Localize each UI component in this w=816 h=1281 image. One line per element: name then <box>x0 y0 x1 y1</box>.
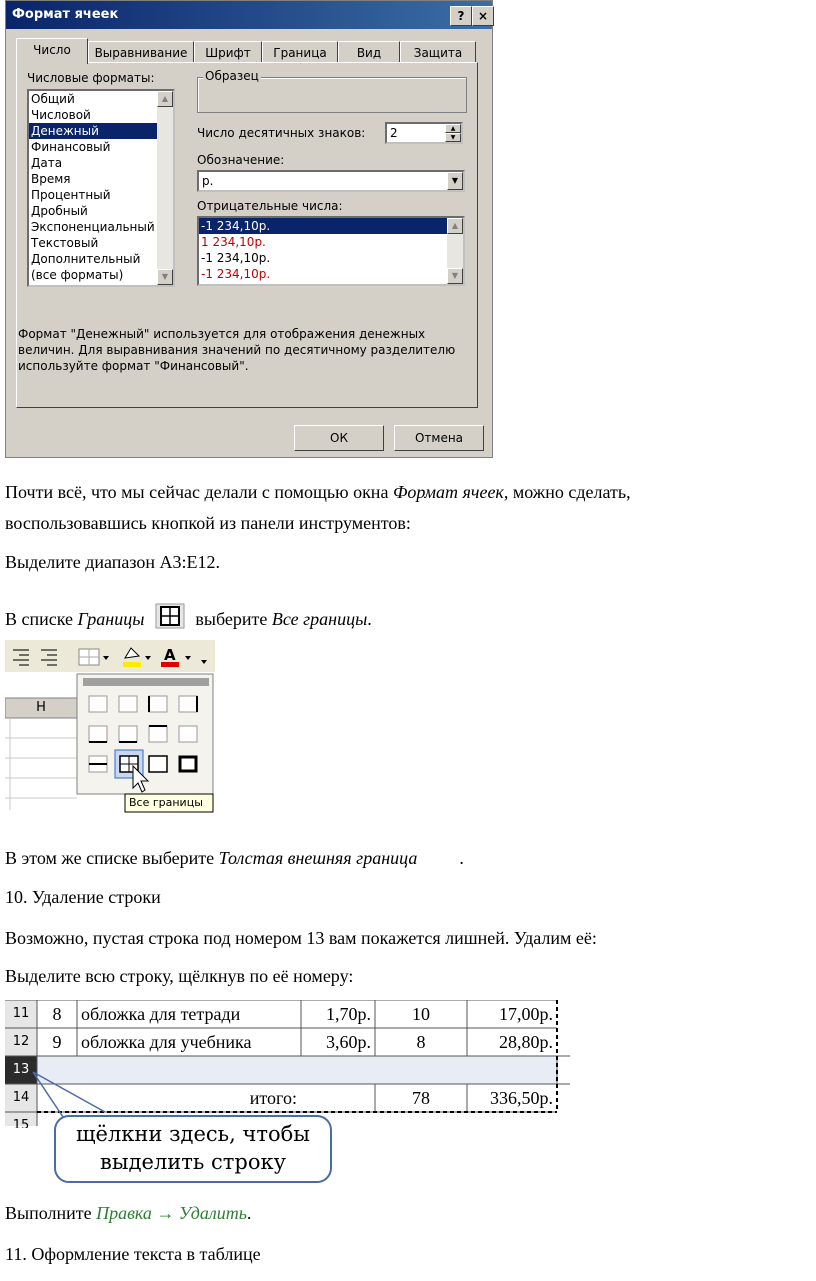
tab-alignment[interactable]: Выравнивание <box>88 41 194 63</box>
negative-format-item[interactable]: -1 234,10р. <box>201 251 271 265</box>
format-list-item[interactable]: Финансовый <box>31 140 111 154</box>
help-button[interactable]: ? <box>450 6 472 26</box>
negative-label: Отрицательные числа: <box>197 199 343 213</box>
paragraph-1: Почти всё, что мы сейчас делали с помощью окна Формат ячеек, можно сделать, <box>5 482 631 502</box>
negative-format-item[interactable]: -1 234,10р. <box>199 218 463 234</box>
table-cell-name: обложка для тетради <box>81 1004 241 1024</box>
heading-11: 11. Оформление текста в таблице <box>5 1244 261 1264</box>
formats-scrollbar[interactable] <box>157 91 173 285</box>
table-cell-name: итого: <box>249 1088 297 1108</box>
column-header: H <box>36 700 46 715</box>
table-cell-price: 3,60р. <box>326 1032 371 1052</box>
scroll-up-icon[interactable]: ▲ <box>157 91 173 107</box>
tooltip-all-borders: Все границы <box>129 796 203 809</box>
table-cell-sum: 28,80р. <box>499 1032 553 1052</box>
tab-font[interactable]: Шрифт <box>194 41 262 63</box>
close-button[interactable]: × <box>472 6 494 26</box>
symbol-label: Обозначение: <box>197 153 285 167</box>
format-list-item[interactable]: Дополнительный <box>31 252 141 266</box>
decimals-value: 2 <box>390 126 398 140</box>
sample-label: Образец <box>205 69 259 83</box>
negative-format-item[interactable]: 1 234,10р. <box>201 235 266 249</box>
paragraph-3: В списке Границы выберите Все границы. <box>5 603 372 631</box>
format-list-item[interactable]: Время <box>31 172 71 186</box>
ok-button[interactable]: ОК <box>294 425 384 451</box>
format-list-item[interactable]: Текстовый <box>31 236 99 250</box>
paragraph-4: В этом же списке выберите Толстая внешняя граница . <box>5 848 464 868</box>
table-cell-qty: 78 <box>412 1088 430 1108</box>
tab-view[interactable]: Вид <box>338 41 400 63</box>
paragraph-7: Выделите всю строку, щёлкнув по её номеру: <box>5 966 354 986</box>
borders-toolbar-graphic <box>5 640 215 820</box>
table-cell-qty: 8 <box>416 1032 426 1052</box>
table-cell-num[interactable]: 11 <box>12 1006 30 1021</box>
paragraph-8: Выполните Правка → Удалить. <box>5 1203 252 1223</box>
format-description: Формат "Денежный" используется для отображения денежных величин. Для выравнивания значений по десятичному разделителю используйте формат "Финансовый". <box>18 327 456 373</box>
paragraph-2: Выделите диапазон А3:Е12. <box>5 552 221 572</box>
table-cell-price: 1,70р. <box>326 1004 371 1024</box>
table-cell-n: 9 <box>52 1032 62 1052</box>
scroll-down-icon[interactable]: ▼ <box>157 269 173 285</box>
borders-toolbar-screenshot <box>5 640 215 820</box>
symbol-value: р. <box>202 174 214 188</box>
cancel-button[interactable]: Отмена <box>394 425 484 451</box>
table-cell-num[interactable]: 14 <box>12 1090 30 1105</box>
scroll-up-icon[interactable]: ▲ <box>447 218 463 234</box>
spin-up-icon[interactable]: ▲ <box>445 124 461 133</box>
symbol-select[interactable] <box>197 170 465 192</box>
paragraph-6: Возможно, пустая строка под номером 13 вам покажется лишней. Удалим её: <box>5 928 597 948</box>
tab-number[interactable]: Число <box>16 38 88 64</box>
table-cell-qty: 10 <box>412 1004 430 1024</box>
dialog-titlebar <box>6 1 492 29</box>
formats-list[interactable] <box>27 89 175 287</box>
table-cell-name: обложка для учебника <box>81 1032 252 1052</box>
borders-icon <box>155 603 185 629</box>
format-cells-dialog <box>5 0 493 458</box>
table-cell-qty <box>379 1114 463 1128</box>
negative-scrollbar[interactable] <box>447 218 463 284</box>
format-list-item[interactable]: Денежный <box>29 123 173 139</box>
formats-label: Числовые форматы: <box>27 71 155 85</box>
format-list-item[interactable]: Процентный <box>31 188 111 202</box>
format-list-item[interactable]: Дата <box>31 156 63 170</box>
table-cell-num[interactable]: 12 <box>12 1034 30 1049</box>
scroll-down-icon[interactable]: ▼ <box>447 268 463 284</box>
table-cell-num[interactable]: 13 <box>12 1062 30 1077</box>
heading-10: 10. Удаление строки <box>5 887 161 907</box>
spreadsheet-rows-screenshot <box>5 1000 570 1186</box>
format-list-item[interactable]: Общий <box>31 92 75 106</box>
table-cell-sum: 17,00р. <box>499 1004 553 1024</box>
decimals-label: Число десятичных знаков: <box>197 126 366 140</box>
table-cell-n: 8 <box>52 1004 62 1024</box>
table-cell-sum: 336,50р. <box>490 1088 553 1108</box>
decimals-stepper[interactable] <box>385 122 463 144</box>
svg-text:A: A <box>164 646 176 664</box>
negative-format-item[interactable]: -1 234,10р. <box>201 267 271 281</box>
format-list-item[interactable]: Экспоненциальный <box>31 220 155 234</box>
format-list-item[interactable]: (все форматы) <box>31 268 124 282</box>
dropdown-arrow-icon[interactable]: ▼ <box>447 172 463 190</box>
spin-down-icon[interactable]: ▼ <box>445 133 461 142</box>
format-list-item[interactable]: Дробный <box>31 204 88 218</box>
paragraph-1-cont: воспользовавшись кнопкой из панели инструментов: <box>5 513 411 533</box>
format-list-item[interactable]: Числовой <box>31 108 91 122</box>
dialog-title: Формат ячеек <box>12 7 119 22</box>
table-cell-num[interactable]: 15 <box>12 1118 30 1128</box>
negative-list[interactable] <box>197 216 465 286</box>
callout-text: щёлкни здесь, чтобы выделить строку <box>76 1122 310 1174</box>
table-cell-sum <box>471 1114 553 1128</box>
tab-protection[interactable]: Защита <box>400 41 476 63</box>
tab-border[interactable]: Граница <box>262 41 338 63</box>
